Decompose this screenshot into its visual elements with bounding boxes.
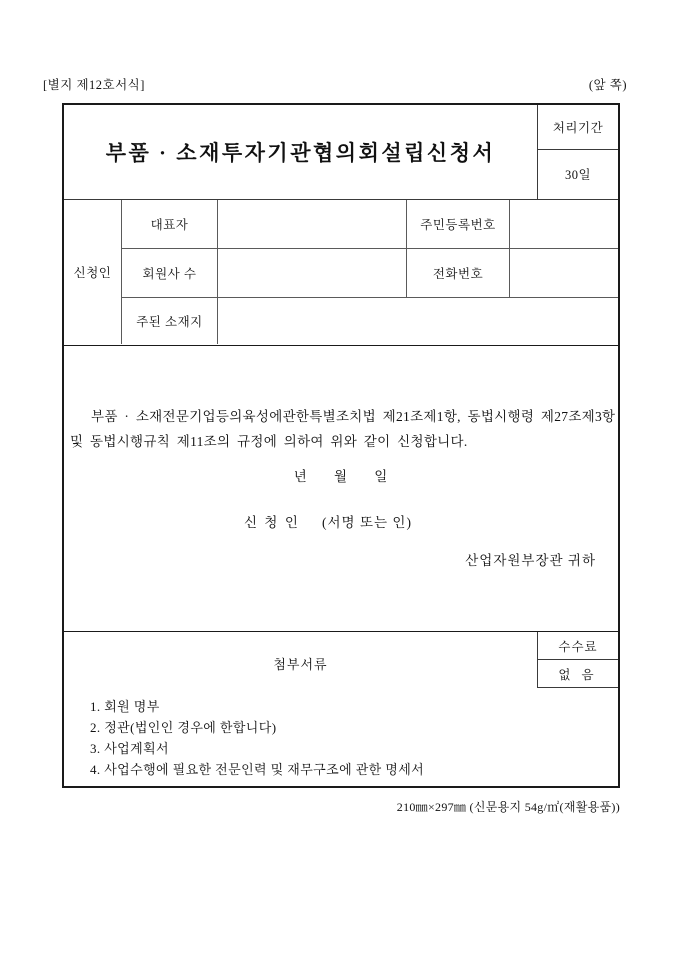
page-side-note: (앞 쪽): [588, 78, 627, 92]
declaration-line2: 및 동법시행규칙 제11조의 규정에 의하여 위와 같이 신청합니다.: [70, 434, 468, 449]
attachments-header: 첨부서류: [273, 657, 328, 672]
representative-field[interactable]: [218, 200, 407, 249]
signature-note[interactable]: (서명 또는 인): [322, 515, 412, 530]
phone-number-label: 전화번호: [407, 249, 510, 298]
attachment-item: 2. 정관(법인인 경우에 한합니다): [90, 720, 277, 735]
processing-period-label: 처리기간: [538, 105, 618, 150]
fee-value: 없 음: [558, 667, 598, 682]
signer-label: 신 청 인: [244, 515, 300, 530]
main-location-field[interactable]: [218, 298, 618, 344]
attachment-item: 3. 사업계획서: [90, 741, 169, 756]
attachment-item: 4. 사업수행에 필요한 전문인력 및 재무구조에 관한 명세서: [90, 762, 425, 777]
paper-spec-note: 210㎜×297㎜ (신문용지 54g/㎡(재활용품)): [396, 800, 620, 814]
processing-period-value: 30일: [564, 168, 592, 182]
fee-label: 수수료: [538, 632, 618, 660]
title-cell: [64, 105, 537, 199]
fee-box: [537, 632, 618, 688]
phone-number-field[interactable]: [510, 249, 618, 298]
main-location-label: 주된 소재지: [122, 298, 218, 344]
attachment-item: 1. 회원 명부: [90, 699, 160, 714]
processing-period-column: [537, 105, 618, 199]
date-line[interactable]: 년 월 일: [293, 469, 389, 484]
declaration-section: [64, 346, 618, 632]
applicant-section-label: 신청인: [64, 200, 122, 344]
form-code-note: [별지 제12호서식]: [43, 78, 145, 92]
representative-label: 대표자: [122, 200, 218, 249]
form-title: 부품 · 소재투자기관협의회설립신청서: [105, 141, 496, 165]
member-count-field[interactable]: [218, 249, 407, 298]
declaration-text: [70, 404, 616, 454]
declaration-line1: 부품 · 소재전문기업등의육성에관한특별조치법 제21조제1항, 동법시행령 제27조제3항: [91, 409, 616, 424]
resident-number-label: 주민등록번호: [407, 200, 510, 249]
attachments-list: [90, 696, 424, 780]
form-outer-border: [62, 103, 620, 788]
attachments-section: [64, 632, 618, 789]
member-count-label: 회원사 수: [122, 249, 218, 298]
applicant-table: [64, 200, 618, 346]
title-section: [64, 105, 618, 200]
resident-number-field[interactable]: [510, 200, 618, 249]
recipient-line: 산업자원부장관 귀하: [465, 553, 596, 568]
